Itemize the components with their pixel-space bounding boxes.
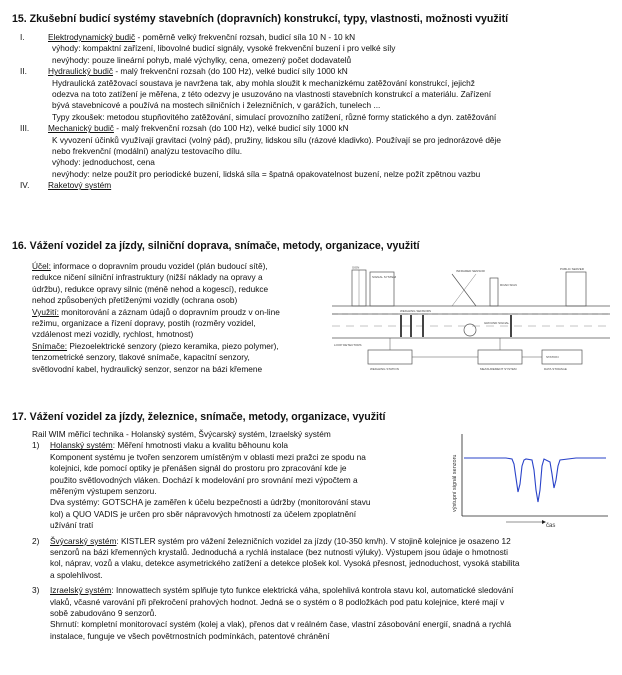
svycarsky-first-line [32,536,511,547]
holansky-title: Holanský systém [50,440,113,451]
diagram-label: SIGN [352,266,360,270]
holansky-line: použito světlovodných vláken. Dochází k modelování pro srovnání mezi výpočtem a [50,474,358,485]
ucel-line: redukce ničení silniční infrastruktury (nižší náklady na opravy a [32,272,263,283]
holansky-line: měřeným výstupem senzoru. [50,486,157,496]
signal-curve [464,458,606,502]
vyuziti-line [32,307,280,318]
item-text-line: výhody: jednoduchost, cena [52,157,155,168]
diagram-label: DATA STORAGE [544,367,567,371]
vyuziti-label: Využití: [32,306,59,317]
izraelsky-number: 3) [32,585,40,596]
ucel-line [32,261,268,272]
vyuziti-line: režimu, organizace a řízení dopravy, postih (rozměry vozidel, [32,318,256,328]
diagram-label: MEASUREMENT SYSTEM [480,367,517,371]
item-number: II. [20,66,27,77]
holansky-line: užívání tratí [50,520,94,531]
ucel-label: Účel: [32,261,51,271]
holansky-line: Dva systémy: GOTSCHA je zaměřen k účelu bezpečnosti a údržby (monitorování stavu [50,497,371,508]
diagram-label: STATION [546,355,559,359]
item-description: - malý frekvenční rozsah (do 100 Hz), velké budicí síly 1000 kN [113,66,348,77]
snimace-line: tenzometrické senzory, tlakové snímače, kapacitní senzory, [32,352,250,363]
holansky-first-line [32,440,288,451]
item-text-line: nebo frekvenční (modální) analýzu testovacího dílu. [52,146,243,156]
graph-x-label: čas [546,523,556,529]
ucel-line: údržbu), redukce opravy silnic (méně nehod a kogescí), redukce [32,283,269,294]
izraelsky-title: Izraelský systém [50,585,112,596]
list-item-1 [20,32,355,43]
item-text-line: Typy zkoušek: metodou stupňovitého zatěžování, simulací provozního zatížení, různé formy statického a dyn. zatěžování [52,111,497,122]
izraelsky-line: Shrnutí: kompletní monitorovací systém (kolej a vlak), přenos dat v reálném čase, vlastní zásobování energií, snadná a rychlá [50,619,512,630]
snimace-line [32,341,279,352]
item-description: - poměrně velký frekvenční rozsah, budicí síla 10 N - 10 kN [135,32,356,42]
izraelsky-first-line [32,585,513,596]
item-number: IV. [20,180,30,191]
list-item-3 [20,123,349,134]
vyuziti-text: monitorování a záznam údajů o dopravním proudz v on-line [58,306,280,317]
item-text-line: K vyvození účinků využívají gravitaci (volný pád), pružiny, lidskou sílu (rázové kladivko). Používají se pro jednorázové děje [52,134,502,145]
ucel-line: nehod způsobených přetíženými vozidly (ochrana osob) [32,295,238,306]
svycarsky-line: kol, náprav, vozů a vlaku, detekce asymetrického zatížení a detekce plošek kol. Vysoká přesnost, jednoduchost, vysoká stabilita [50,558,520,569]
section-16-heading: 16. Vážení vozidel za jízdy, silniční doprava, snímače, metody, organizace, využití [12,240,420,252]
diagram-label: ROAD SIGN [500,283,517,287]
item-title: Raketový systém [48,180,112,191]
izraelsky-line: instalace, funguje ve všech povětrnostních podmínkách, patentové chránění [50,630,330,641]
holansky-line: kol) a QUO VADIS je určen pro sběr nápravových hmotností za účelem zpoplatnění [50,508,357,519]
diagram-label: PUBLIC SERVER [560,267,584,271]
item-text-line: nevýhody: pouze lineární pohyb, malé výchylky, cena, omezený počet dodavatelů [52,54,352,65]
section-17-intro: Rail WIM měřicí technika - Holanský systém, Švýcarský systém, Izraelský systém [32,429,331,439]
diagram-label: GROUND SIGNAL [484,321,510,325]
holansky-line: Komponent systému je tvořen senzorem umístěným v oblasti mezi pražci ze spodu na [50,451,366,462]
izraelsky-text: : Innowattech systém splňuje tyto funkce elektrická váha, spolehlivá kontrola stavu kol, automatické sledování [111,585,514,596]
diagram-label: SIGNAL SYSTEM [372,275,397,279]
snimace-text: Piezoelektrické senzory (piezo keramika, piezo polymer), [67,340,279,351]
list-item-2 [20,66,348,77]
svycarsky-line: a spolehlivost. [50,569,103,580]
svycarsky-number: 2) [32,535,40,546]
item-text-line: výhody: kompaktní zařízení, libovolné budicí signály, vysoké frekvenční buzení i pro velké síly [52,43,396,54]
holansky-number: 1) [32,440,40,451]
vyuziti-line: vzdálenost mezi vozidly, rychlost, hmotnost) [32,329,194,340]
holansky-text: : Měření hmotnosti vlaku a kvalitu běhounu kola [112,440,288,451]
diagram-label: LOOP DETECTORS [334,343,362,347]
section-15-heading: 15. Zkušební budicí systémy stavebních (dopravních) konstrukcí, typy, vlastnosti, možnosti využití [12,13,509,25]
ucel-text: informace o dopravním proudu vozidel (plán budoucí sítě), [50,261,268,271]
svycarsky-line: senzorů na bázi křemenných krystalů. Jednoduchá a rychlá instalace (bez nutnosti výluky). Výstupem jsou údaje o hmotnosti [50,547,508,557]
diagram-label: WEIGHING SENSORS [400,309,432,313]
item-text-line: Hydraulická zatěžovací soustava je navržena tak, aby mohla sloužit k mechanizkému zatěžování konstrukcí, jejichž [52,77,475,88]
svycarsky-text: : KISTLER systém pro vážení železničních vozidel za jízdy (10-350 km/h). V stojině kolejnice je osazeno 12 [116,535,511,546]
izraelsky-line: vlaků, včasné varování při překročení prahových hodnot. Jedná se o systém o 8 podložkách pod patu kolejnice, které mají v [50,596,505,607]
diagram-label: INFRARED SENSOR [456,269,485,273]
item-text-line: odezva na toto zatížení je měřena, z této odezvy je usuzováno na vlastnosti stavebních konstrukcí a materiálu. Zařízení [52,89,492,99]
svycarsky-title: Švýcarský systém [50,535,117,546]
item-number: III. [20,123,30,134]
item-text-line: bývá stavebnicové a používá na mostech silničních i železničních, v garážích, tunelech ... [52,100,381,111]
list-item-4 [20,180,111,191]
item-number: I. [20,32,25,42]
section-17-heading: 17. Vážení vozidel za jízdy, železnice, snímače, metody, organizace, využití [12,411,386,423]
diagram-label: WEIGHING STATION [370,367,399,371]
item-title: Hydraulický budič [48,66,114,77]
item-description: - malý frekvenční rozsah (do 100 Hz), velké budicí síly 1000 kN [113,123,349,134]
wim-road-diagram [330,266,612,382]
holansky-line: kolejnici, kde pomocí optiky je přenášen signál do prostoru pro zpracování kde je [50,463,347,474]
sensor-signal-graph [446,430,612,534]
item-text-line: nevýhody: nelze použít pro periodické buzení, lidská síla = špatná opakovatelnost buzení, nelze požít zpětnou vazbu [52,168,481,179]
graph-y-label: výstupní signál senzoru [452,454,458,512]
snimace-line: světlovodní kabel, hydraulický senzor, senzor na bázi křemene [32,363,263,374]
item-title: Mechanický budič [48,123,114,134]
item-title: Elektrodynamický budič [48,32,136,42]
izraelsky-line: sobě zabudováno 9 senzorů. [50,608,157,618]
snimace-label: Snímače: [32,340,68,351]
